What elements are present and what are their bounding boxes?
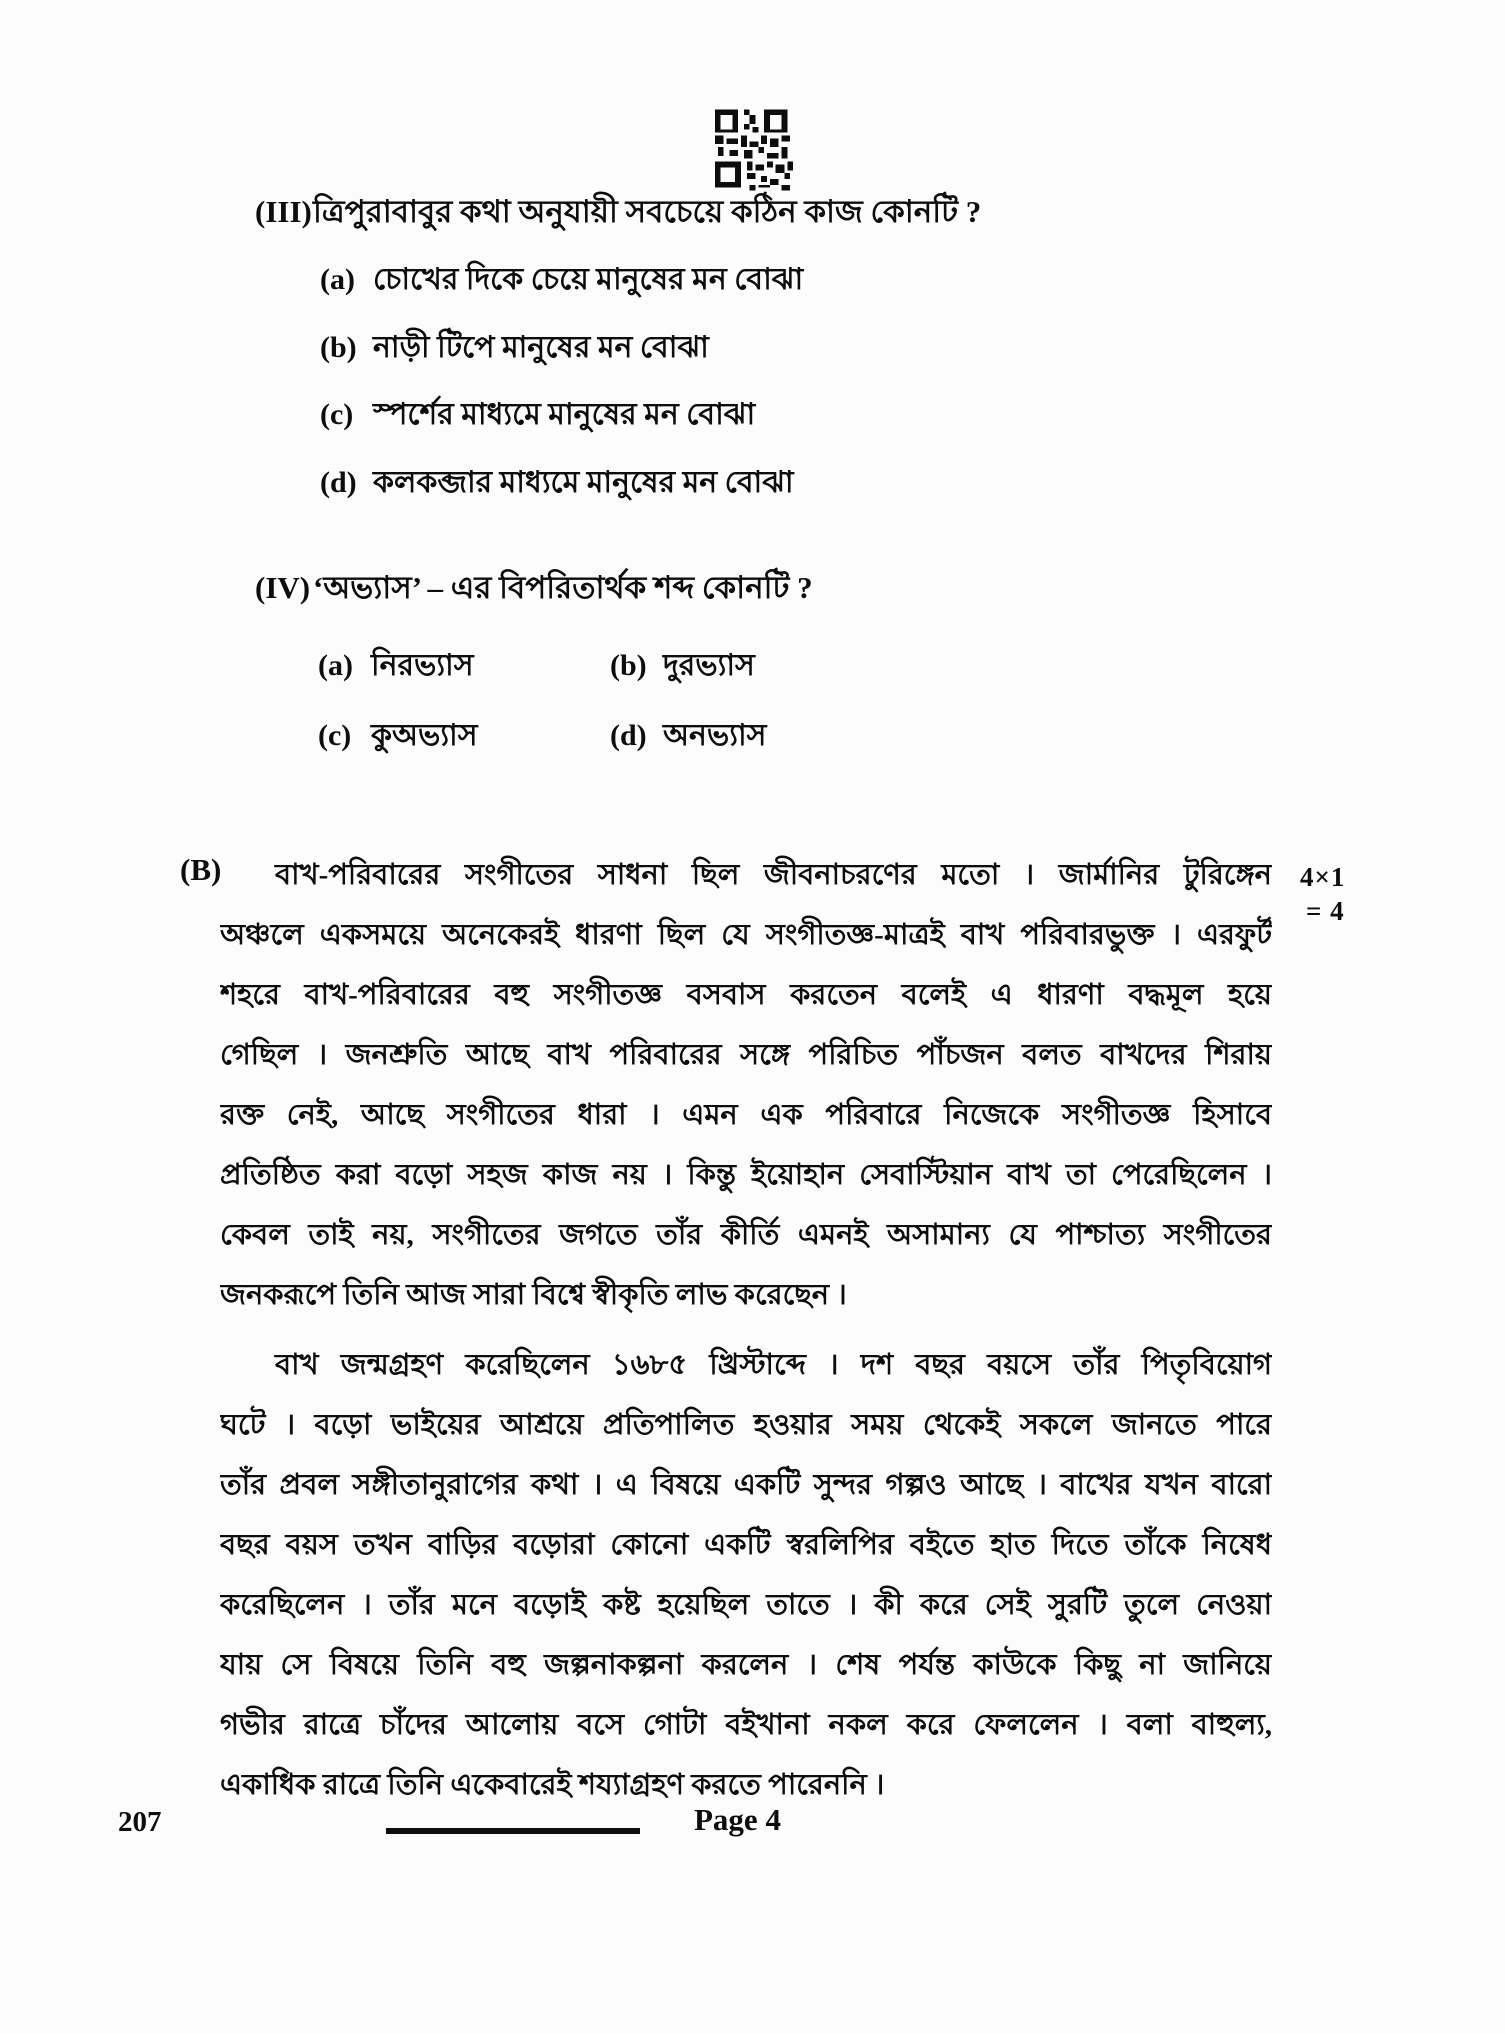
- question-iv-option-a: [318, 646, 474, 686]
- option-text: নিরভ্যাস: [371, 649, 474, 682]
- option-text: কুঅভ্যাস: [371, 719, 478, 752]
- question-iii-option-b: [320, 328, 709, 368]
- option-label: (b): [610, 649, 647, 682]
- passage-line: শহরে বাখ-পরিবারের বহু সংগীতজ্ঞ বসবাস করতেন বলেই এ ধারণা বদ্ধমূল হয়ে: [220, 979, 1272, 1011]
- marks-top: 4×1: [1300, 862, 1346, 892]
- option-text: অনভ্যাস: [663, 719, 767, 752]
- passage-line: বছর বয়স তখন বাড়ির বড়োরা কোনো একটি স্বরলিপির বইতে হাত দিতে তাঁকে নিষেধ: [220, 1529, 1272, 1561]
- option-label: (c): [318, 719, 352, 752]
- option-text: স্পর্শের মাধ্যমে মানুষের মন বোঝা: [373, 398, 756, 431]
- option-label: (a): [318, 649, 353, 682]
- passage-paragraph-2: [220, 1335, 1272, 1815]
- passage-line: রক্ত নেই, আছে সংগীতের ধারা । এমন এক পরিবারে নিজেকে সংগীতজ্ঞ হিসাবে: [220, 1099, 1272, 1131]
- option-label: (d): [320, 466, 357, 499]
- section-b-label: (B): [180, 852, 222, 887]
- question-iv-option-b: [610, 646, 755, 686]
- passage-line: ঘটে । বড়ো ভাইয়ের আশ্রয়ে প্রতিপালিত হওয়ার সময় থেকেই সকলে জানতে পারে: [220, 1409, 1272, 1441]
- question-iii-option-d: [320, 463, 794, 503]
- passage-line: করেছিলেন । তাঁর মনে বড়োই কষ্ট হয়েছিল তাতে । কী করে সেই সুরটি তুলে নেওয়া: [220, 1589, 1272, 1621]
- passage-line: জনকরূপে তিনি আজ সারা বিশ্বে স্বীকৃতি লাভ করেছেন ।: [220, 1279, 847, 1311]
- question-iii-option-c: [320, 395, 755, 435]
- question-iii-number: (III): [255, 194, 312, 229]
- question-iv-option-d: [610, 716, 766, 756]
- option-label: (a): [320, 263, 355, 296]
- question-iv-number: (IV): [255, 570, 311, 605]
- option-text: চোখের দিকে চেয়ে মানুষের মন বোঝা: [373, 263, 804, 296]
- passage-line: অঞ্চলে একসময়ে অনেকেরই ধারণা ছিল যে সংগীতজ্ঞ-মাত্রই বাখ পরিবারভুক্ত । এরফুর্ট: [220, 919, 1272, 951]
- passage-line: বাখ-পরিবারের সংগীতের সাধনা ছিল জীবনাচরণের মতো । জার্মানির টুরিঙ্গেন: [275, 859, 1272, 891]
- option-label: (d): [610, 719, 647, 752]
- paper-code: 207: [118, 1806, 162, 1838]
- passage-line: যায় সে বিষয়ে তিনি বহু জল্পনাকল্পনা করলেন । শেষ পর্যন্ত কাউকে কিছু না জানিয়ে: [220, 1649, 1272, 1681]
- passage-line: গেছিল । জনশ্রুতি আছে বাখ পরিবারের সঙ্গে পরিচিত পাঁচজন বলত বাখদের শিরায়: [220, 1039, 1272, 1071]
- option-text: কলকব্জার মাধ্যমে মানুষের মন বোঝা: [373, 466, 794, 499]
- question-iv-heading: [255, 568, 813, 608]
- passage-line: কেবল তাই নয়, সংগীতের জগতে তাঁর কীর্তি এমনই অসামান্য যে পাশ্চাত্য সংগীতের: [220, 1219, 1272, 1251]
- qr-code-icon: [712, 106, 796, 194]
- option-label: (b): [320, 331, 357, 364]
- question-iv-text: ‘অভ্যাস’ – এর বিপরিতার্থক শব্দ কোনটি ?: [313, 570, 813, 605]
- page-number-label: Page 4: [694, 1802, 781, 1837]
- option-text: দুরভ্যাস: [663, 649, 755, 682]
- question-iii-heading: [255, 192, 981, 232]
- marks-bottom: = 4: [1306, 896, 1345, 926]
- question-iii-option-a: [320, 260, 803, 300]
- option-text: নাড়ী টিপে মানুষের মন বোঝা: [373, 331, 709, 364]
- passage-line: বাখ জন্মগ্রহণ করেছিলেন ১৬৮৫ খ্রিস্টাব্দে । দশ বছর বয়সে তাঁর পিতৃবিয়োগ: [275, 1349, 1272, 1381]
- question-iii-text: ত্রিপুরাবাবুর কথা অনুযায়ী সবচেয়ে কঠিন কাজ কোনটি ?: [313, 194, 982, 229]
- footer-divider: [386, 1828, 640, 1834]
- passage-line: তাঁর প্রবল সঙ্গীতানুরাগের কথা । এ বিষয়ে একটি সুন্দর গল্পও আছে । বাখের যখন বারো: [220, 1469, 1272, 1501]
- question-iv-option-c: [318, 716, 478, 756]
- passage-line: প্রতিষ্ঠিত করা বড়ো সহজ কাজ নয় । কিন্তু ইয়োহান সেবাস্টিয়ান বাখ তা পেরেছিলেন ।: [220, 1159, 1272, 1191]
- passage-line: একাধিক রাত্রে তিনি একেবারেই শয্যাগ্রহণ করতে পারেননি ।: [220, 1769, 885, 1801]
- option-label: (c): [320, 398, 354, 431]
- passage-line: গভীর রাত্রে চাঁদের আলোয় বসে গোটা বইখানা নকল করে ফেললেন । বলা বাহুল্য,: [220, 1709, 1272, 1741]
- passage-paragraph-1: [220, 845, 1272, 1325]
